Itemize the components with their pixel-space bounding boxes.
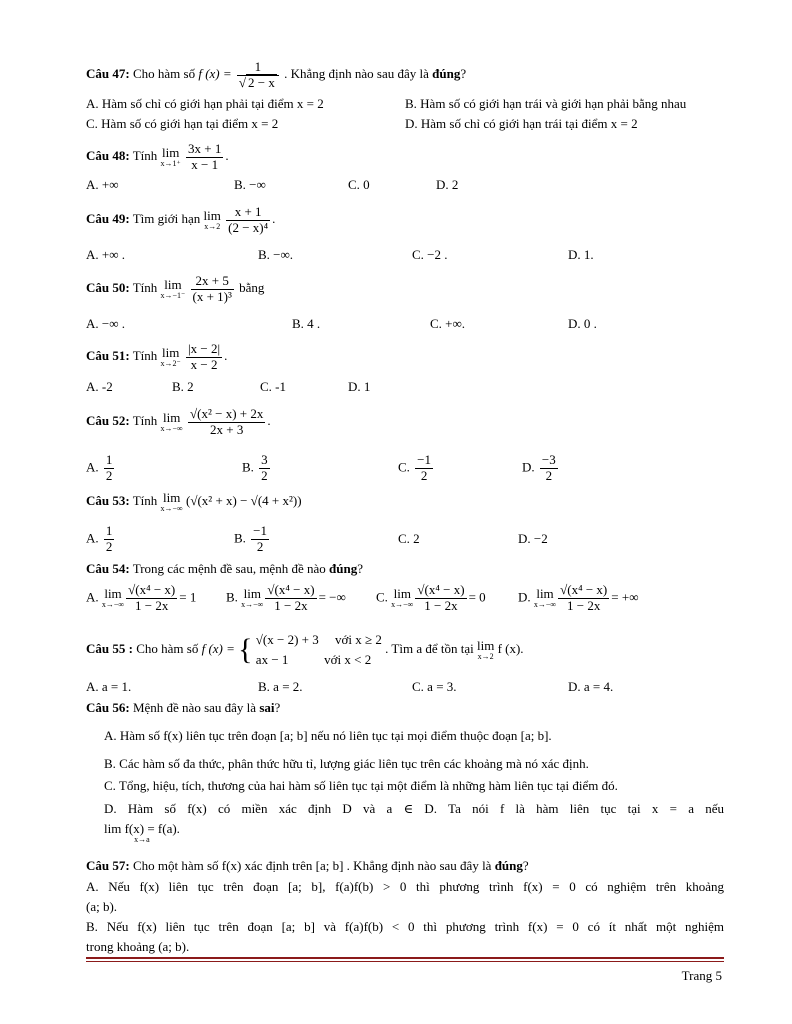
answer-row bbox=[86, 177, 724, 197]
brace-symbol: { bbox=[238, 633, 253, 667]
question-57: Câu 57: Cho một hàm số f(x) xác định trên [a; b] . Khẳng định nào sau đây là đúng? bbox=[86, 858, 529, 873]
option-a: A. a = 1. bbox=[86, 679, 132, 694]
question-label: Câu 51: bbox=[86, 348, 130, 363]
option-d: D. 2 bbox=[436, 177, 459, 192]
question-56: Câu 56: Mệnh đề nào sau đây là sai? bbox=[86, 700, 281, 715]
limit: lim x→−∞ bbox=[160, 410, 183, 434]
option-c: C. 0 bbox=[348, 177, 370, 192]
question-label: Câu 56: bbox=[86, 700, 130, 715]
answer-row bbox=[86, 116, 724, 136]
question-label: Câu 47: bbox=[86, 66, 130, 81]
option-a: A. -2 bbox=[86, 379, 113, 394]
limit: lim x→−1⁻ bbox=[160, 277, 186, 301]
option-b: B. Các hàm số đa thức, phân thức hữu tỉ, lượng giác liên tục trên các khoảng mà nó xác định. bbox=[104, 756, 589, 771]
option-d: D. $\frac{-3}{2}$ bbox=[522, 452, 556, 483]
question-47: Câu 47: Cho hàm số f (x) = $\frac{1}{√ 2 - x}$ . Khẳng định nào sau đây là đúng? bbox=[86, 58, 467, 90]
answer-row bbox=[86, 316, 724, 336]
option-c: C. $\frac{-1}{2}$ bbox=[398, 452, 432, 483]
page-number: Trang 5 bbox=[681, 968, 722, 983]
option-a: A. $\frac{1}{2}$ bbox=[86, 452, 113, 483]
option-a: A. $\frac{1}{2}$ bbox=[86, 523, 113, 554]
answer-row bbox=[86, 520, 724, 556]
question-label: Câu 55 : bbox=[86, 641, 133, 656]
option-b: B. −∞ bbox=[234, 177, 266, 192]
fraction: $\frac{1}{√ 2 - x}$ bbox=[237, 60, 279, 91]
option-b: B. 2 bbox=[172, 379, 194, 394]
option-d: D. 1 bbox=[348, 379, 371, 394]
option-b: B. $\frac{-1}{2}$ bbox=[234, 523, 268, 554]
option-c: C. a = 3. bbox=[412, 679, 457, 694]
question-51: Câu 51: Tính lim x→2⁻ $\frac{|x - 2|}{x - 2}$ . bbox=[86, 340, 228, 372]
option-b: B. a = 2. bbox=[258, 679, 303, 694]
option-c: C. +∞. bbox=[430, 316, 466, 331]
limit: lim x→2 bbox=[203, 208, 221, 232]
question-48: Câu 48: Tính lim x→1⁺ $\frac{3x + 1}{x - 1}$ . bbox=[86, 140, 229, 172]
option-b: B. 4 . bbox=[292, 316, 321, 331]
option-a: A. lim x→−∞ $\frac{\text{√(x⁴ − x)}}{1 - 2x}$ = 1 bbox=[86, 582, 197, 613]
footer-rule-thin bbox=[86, 961, 724, 962]
question-label: Câu 57: bbox=[86, 858, 130, 873]
option-c: C. 2 bbox=[398, 531, 420, 546]
option-d: D. 0 . bbox=[568, 316, 597, 331]
option-d: D. a = 4. bbox=[568, 679, 614, 694]
answer-row bbox=[86, 581, 724, 623]
option-b-cont: trong khoảng (a; b). bbox=[86, 939, 190, 954]
question-label: Câu 49: bbox=[86, 211, 130, 226]
fraction: $\frac{3x + 1}{x - 1}$ bbox=[188, 140, 222, 172]
limit: lim x→2⁻ bbox=[160, 345, 181, 369]
option-d: D. lim x→−∞ $\frac{\text{√(x⁴ − x)}}{1 - 2x}$ = +∞ bbox=[518, 582, 639, 613]
option-b: B. $\frac{3}{2}$ bbox=[242, 452, 268, 483]
option-c: C. Tổng, hiệu, tích, thương của hai hàm số liên tục tại một điểm là những hàm liên tục tại điểm đó. bbox=[104, 778, 618, 793]
question-53: Câu 53: Tính lim x→−∞ (√(x² + x) − √(4 + x²)) bbox=[86, 490, 302, 514]
limit: lim x→−∞ bbox=[160, 490, 183, 514]
option-c: C. -1 bbox=[260, 379, 286, 394]
option-a: A. Hàm số f(x) liên tục trên đoạn [a; b] nếu nó liên tục tại mọi điểm thuộc đoạn [a; b]. bbox=[104, 728, 552, 743]
option-a: A. Nếu f(x) liên tục trên đoạn [a; b], f(a)f(b) > 0 thì phương trình f(x) = 0 có nghiệm trên khoảng bbox=[86, 879, 724, 894]
piecewise-cases: √(x − 2) + 3 với x ≥ 2 ax − 1 với x < 2 bbox=[255, 632, 382, 668]
question-49: Câu 49: Tìm giới hạn lim x→2 $\frac{x + 1}{\text{(2 − x)⁴}}$ . bbox=[86, 203, 276, 235]
option-c: C. lim x→−∞ $\frac{\text{√(x⁴ − x)}}{1 - 2x}$ = 0 bbox=[376, 582, 486, 613]
option-c: C. Hàm số có giới hạn tại điểm x = 2 bbox=[86, 116, 279, 131]
option-b: B. lim x→−∞ $\frac{\text{√(x⁴ − x)}}{1 - 2x}$ = −∞ bbox=[226, 582, 346, 613]
option-a: A. +∞ . bbox=[86, 247, 125, 262]
question-label: Câu 53: bbox=[86, 493, 130, 508]
fraction: $\frac{2x + 5}{\text{(x + 1)³}}$ bbox=[192, 272, 232, 304]
option-d: D. 1. bbox=[568, 247, 594, 262]
answer-row bbox=[86, 679, 724, 699]
option-a: A. +∞ bbox=[86, 177, 119, 192]
option-a: A. Hàm số chỉ có giới hạn phải tại điểm x = 2 bbox=[86, 96, 324, 111]
fraction: $\frac{x + 1}{\text{(2 − x)⁴}}$ bbox=[228, 203, 269, 235]
option-d: D. Hàm số f(x) có miền xác định D và a ∈ D. Ta nói f là hàm liên tục tại x = a nếu bbox=[104, 801, 724, 816]
option-d-formula: lim f(x) = f(a). x→a bbox=[104, 821, 180, 844]
option-a-cont: (a; b). bbox=[86, 899, 118, 914]
answer-row bbox=[86, 247, 724, 267]
option-d: D. −2 bbox=[518, 531, 548, 546]
answer-row bbox=[86, 379, 724, 399]
fraction: $\frac{|x - 2|}{x - 2}$ bbox=[188, 340, 221, 372]
answer-row bbox=[86, 447, 724, 483]
question-label: Câu 54: bbox=[86, 561, 130, 576]
answer-row bbox=[86, 96, 724, 116]
limit: lim x→2 bbox=[476, 638, 495, 662]
question-50: Câu 50: Tính lim x→−1⁻ $\frac{2x + 5}{\text{(x + 1)³}}$ bằng bbox=[86, 272, 265, 304]
fraction: $\frac{\text{√(x² − x) + 2x}}{2x + 3}$ bbox=[190, 405, 264, 437]
option-d: D. Hàm số chỉ có giới hạn trái tại điểm x = 2 bbox=[405, 116, 638, 131]
footer-rule bbox=[86, 957, 724, 959]
limit: lim x→1⁺ bbox=[160, 145, 181, 169]
option-c: C. −2 . bbox=[412, 247, 448, 262]
question-label: Câu 48: bbox=[86, 148, 130, 163]
question-label: Câu 52: bbox=[86, 413, 130, 428]
option-b: B. Nếu f(x) liên tục trên đoạn [a; b] và f(a)f(b) < 0 thì phương trình f(x) = 0 có ít nhất một nghiệm bbox=[86, 919, 724, 934]
option-b: B. −∞. bbox=[258, 247, 294, 262]
option-a: A. −∞ . bbox=[86, 316, 125, 331]
question-52: Câu 52: Tính lim x→−∞ $\frac{\text{√(x² − x) + 2x}}{2x + 3}$ . bbox=[86, 405, 271, 437]
question-label: Câu 50: bbox=[86, 280, 130, 295]
option-b: B. Hàm số có giới hạn trái và giới hạn phải bằng nhau bbox=[405, 96, 687, 111]
question-55: Câu 55 : Cho hàm số f (x) = { √(x − 2) + 3 với x ≥ 2 ax − 1 với x < 2 . Tìm a để tồn tại lim x→2 f (x). bbox=[86, 626, 724, 672]
question-54: Câu 54: Trong các mệnh đề sau, mệnh đề nào đúng? bbox=[86, 561, 363, 576]
